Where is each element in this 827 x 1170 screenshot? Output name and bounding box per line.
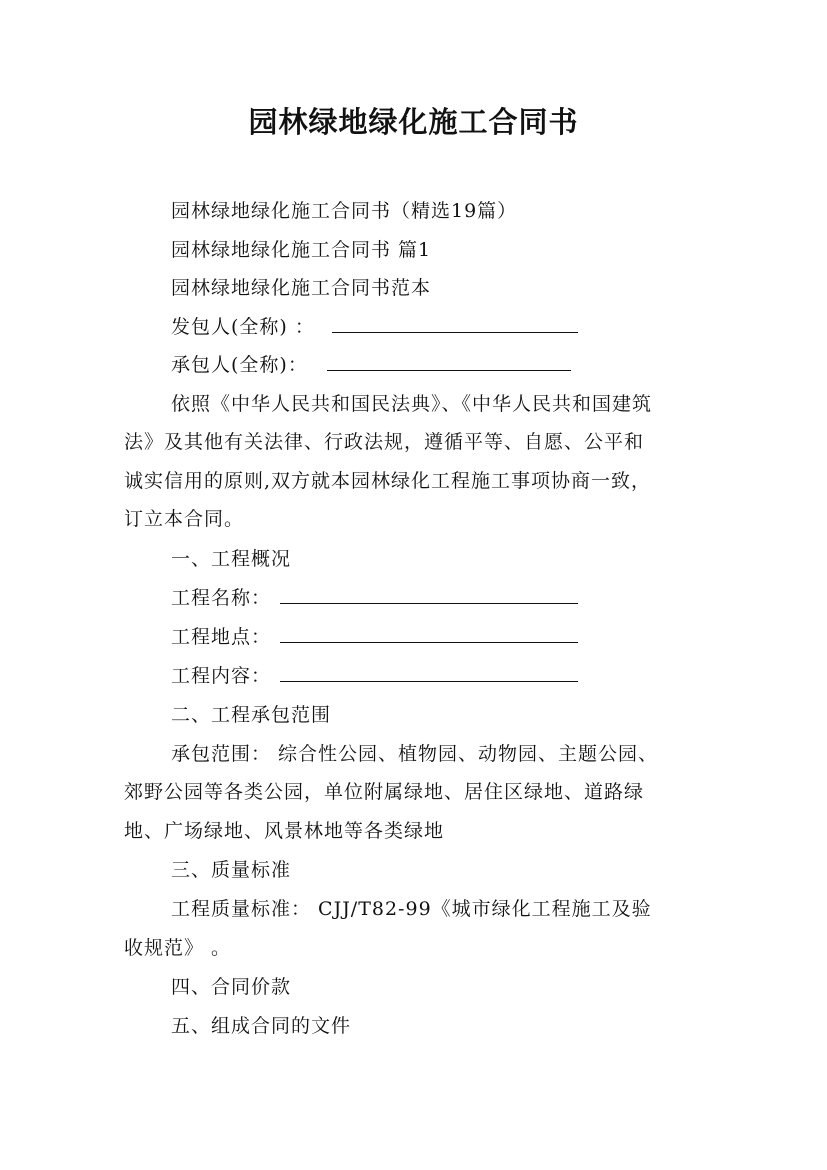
project-location-blank (280, 624, 578, 643)
section-heading-line: 园林绿地绿化施工合同书 篇1 (171, 239, 432, 261)
section-heading-line: 三、质量标准 (171, 859, 292, 881)
paragraph-line: 工程质量标准： CJJ/T82-99《城市绿化工程施工及验 (171, 898, 652, 920)
paragraph-line: 诚实信用的原则,双方就本园林绿化工程施工事项协商一致， (124, 470, 652, 492)
template-heading-line: 园林绿地绿化施工合同书范本 (171, 277, 432, 299)
subtitle-line: 园林绿地绿化施工合同书（精选19篇） (171, 200, 518, 222)
section-heading-line: 四、合同价款 (171, 976, 292, 998)
paragraph-line: 法》及其他有关法律、行政法规，遵循平等、自愿、公平和 (124, 431, 645, 453)
paragraph-line: 订立本合同。 (124, 508, 245, 530)
contractor-blank (327, 352, 571, 371)
paragraph-line: 地、广场绿地、风景林地等各类绿地 (124, 820, 445, 842)
contractor-line (171, 352, 571, 378)
employer-label: 发包人(全称) ： (171, 316, 315, 338)
project-location-line (171, 624, 578, 650)
contractor-label: 承包人(全称)： (171, 354, 308, 376)
project-name-line (171, 585, 578, 611)
project-content-blank (280, 663, 578, 682)
paragraph-line: 依照《中华人民共和国民法典》、《中华人民共和国建筑 (171, 393, 653, 415)
document-title: 园林绿地绿化施工合同书 (248, 105, 579, 139)
paragraph-line: 收规范》 。 (124, 937, 232, 959)
project-name-label: 工程名称： (171, 587, 272, 609)
paragraph-line: 承包范围： 综合性公园、植物园、动物园、主题公园、 (171, 743, 659, 765)
project-content-line (171, 663, 578, 689)
employer-blank (332, 314, 578, 333)
section-heading-line: 一、工程概况 (171, 548, 292, 570)
section-heading-line: 二、工程承包范围 (171, 704, 332, 726)
project-name-blank (280, 585, 578, 604)
employer-line (171, 314, 578, 340)
paragraph-line: 郊野公园等各类公园，单位附属绿地、居住区绿地、道路绿 (124, 781, 645, 803)
section-heading-line: 五、组成合同的文件 (171, 1015, 352, 1037)
project-content-label: 工程内容： (171, 665, 272, 687)
project-location-label: 工程地点： (171, 626, 272, 648)
